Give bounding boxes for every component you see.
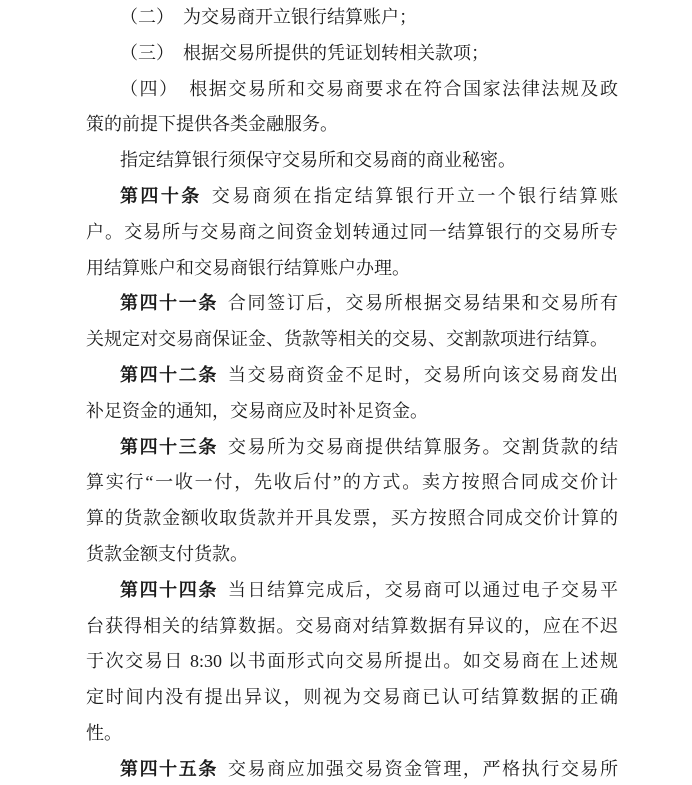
article-number: 第四十五条 <box>120 758 218 779</box>
paragraph <box>86 358 618 430</box>
paragraph-line: （二） 为交易商开立银行结算账户； <box>120 7 417 27</box>
paragraph <box>86 430 618 573</box>
paragraph <box>86 752 618 785</box>
paragraph-line: 用结算账户和交易商银行结算账户办理。 <box>86 257 410 278</box>
paragraph-line: 定时间内没有提出异议，则视为交易商已认可结算数据的正确 <box>86 687 618 708</box>
article-number: 第四十条 <box>120 185 202 206</box>
paragraph-line <box>86 179 618 215</box>
paragraph <box>86 36 618 72</box>
paragraph-line <box>86 752 618 785</box>
paragraph-text: 当交易商资金不足时，交易所向该交易商发出 <box>227 364 618 385</box>
paragraph-text: 合同签订后，交易所根据交易结果和交易所有 <box>227 293 618 314</box>
paragraph <box>86 143 618 179</box>
paragraph-line <box>86 286 618 322</box>
article-number: 第四十二条 <box>120 364 218 385</box>
paragraph-text: 交易商应加强交易资金管理，严格执行交易所 <box>227 758 618 779</box>
paragraph-text: 交易所为交易商提供结算服务。交割货款的结 <box>227 436 618 457</box>
paragraph-line: 关规定对交易商保证金、货款等相关的交易、交割款项进行结算。 <box>86 329 608 350</box>
paragraph-line: 于次交易日 8:30 以书面形式向交易所提出。如交易商在上述规 <box>86 651 618 672</box>
paragraph-line <box>86 430 618 466</box>
paragraph-text: 当日结算完成后，交易商可以通过电子交易平 <box>227 579 618 600</box>
paragraph <box>86 573 618 752</box>
paragraph-line <box>86 358 618 394</box>
paragraph-line: 货款金额支付货款。 <box>86 543 248 564</box>
article-number: 第四十一条 <box>120 293 218 314</box>
paragraph-line: 策的前提下提供各类金融服务。 <box>86 114 338 135</box>
paragraph-text: 交易商须在指定结算银行开立一个银行结算账 <box>211 185 618 206</box>
paragraph <box>86 179 618 286</box>
paragraph <box>86 72 618 144</box>
paragraph-line: 算的货款金额收取货款并开具发票，买方按照合同成交价计算的 <box>86 508 618 529</box>
paragraph-line: 户。交易所与交易商之间资金划转通过同一结算银行的交易所专 <box>86 221 618 242</box>
paragraph-line: 算实行“一收一付，先收后付”的方式。卖方按照合同成交价计 <box>86 472 618 493</box>
paragraph-line: 台获得相关的结算数据。交易商对结算数据有异议的，应在不迟 <box>86 615 618 636</box>
paragraph <box>86 0 618 36</box>
article-number: 第四十三条 <box>120 436 218 457</box>
paragraph-line: （三） 根据交易所提供的凭证划转相关款项； <box>120 42 489 63</box>
paragraph-line <box>86 573 618 609</box>
paragraph-line: 性。 <box>86 722 122 743</box>
paragraph-line: （四） 根据交易所和交易商要求在符合国家法律法规及政 <box>120 78 618 99</box>
paragraph <box>86 286 618 358</box>
paragraph-line: 指定结算银行须保守交易所和交易商的商业秘密。 <box>120 150 516 171</box>
article-number: 第四十四条 <box>120 579 218 600</box>
paragraph-line: 补足资金的通知，交易商应及时补足资金。 <box>86 400 428 421</box>
